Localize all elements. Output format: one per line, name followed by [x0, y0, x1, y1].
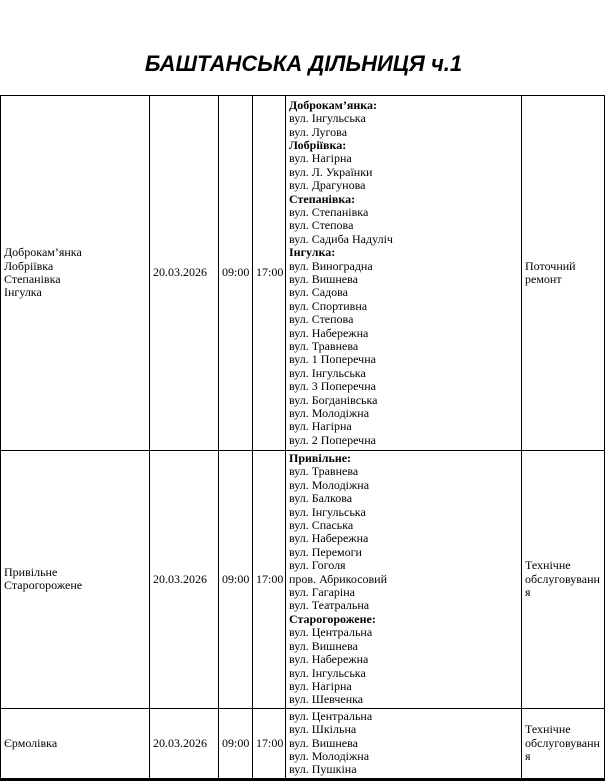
street-line: вул. Степова	[289, 218, 354, 233]
location-line: Єрмолівка	[4, 735, 58, 750]
street-line: вул. Спаська	[289, 518, 354, 533]
street-line: вул. Набережна	[289, 531, 369, 546]
street-line: вул. Інгульська	[289, 111, 366, 126]
street-line: вул. Шевченка	[289, 692, 364, 707]
street-line: вул. Інгульська	[289, 504, 366, 519]
street-line: вул. Шкільна	[289, 722, 357, 737]
street-line: вул. Набережна	[289, 325, 369, 340]
cell-end: 17:00	[253, 708, 286, 780]
cell-work-type: Поточний ремонт	[522, 96, 605, 451]
cell-streets	[286, 708, 522, 780]
street-line: вул. Лугова	[289, 124, 348, 139]
cell-date: 20.03.2026	[150, 708, 219, 780]
street-line: вул. 2 Поперечна	[289, 432, 376, 447]
street-line: вул. 3 Поперечна	[289, 379, 376, 394]
street-line: вул. Нагірна	[289, 151, 352, 166]
cell-locations	[1, 708, 150, 780]
street-line: вул. Нагірна	[289, 678, 352, 693]
street-line: вул. Молодіжна	[289, 406, 370, 421]
location-line: Інгулка	[4, 285, 42, 300]
street-line: пров. Абрикосовий	[289, 571, 388, 586]
street-line: вул. Л. Українки	[289, 164, 373, 179]
street-settlement-header: Доброкам’янка:	[289, 97, 377, 112]
street-settlement-header: Привільне:	[289, 451, 352, 465]
street-line: вул. Гагаріна	[289, 585, 356, 600]
page-title: БАШТАНСЬКА ДІЛЬНИЦЯ ч.1	[144, 51, 463, 76]
location-line: Лобріївка	[4, 258, 54, 273]
street-line: вул. Центральна	[289, 708, 373, 723]
cell-start: 09:00	[219, 451, 253, 709]
street-line: вул. Степанівка	[289, 204, 369, 219]
street-line: вул. Молодіжна	[289, 748, 370, 763]
street-line: вул. Вишнева	[289, 638, 358, 653]
street-line: вул. Травнева	[289, 339, 359, 354]
street-line: вул. Спортивна	[289, 298, 368, 313]
location-line: Степанівка	[4, 272, 61, 286]
street-line: вул. Вишнева	[289, 735, 358, 750]
table-row	[1, 451, 605, 709]
cell-end: 17:00	[253, 96, 286, 451]
street-line: вул. Травнева	[289, 464, 359, 479]
outage-schedule-table	[0, 95, 605, 781]
street-line: вул. Вишнева	[289, 272, 358, 286]
cell-streets	[286, 96, 522, 451]
table-row	[1, 96, 605, 451]
street-line: вул. Степова	[289, 312, 354, 327]
cell-start: 09:00	[219, 708, 253, 780]
street-settlement-header: Степанівка:	[289, 191, 356, 206]
street-line: вул. 1 Поперечна	[289, 352, 376, 367]
cell-locations	[1, 96, 150, 451]
street-line: вул. Набережна	[289, 652, 369, 667]
location-line: Доброкам’янка	[4, 245, 82, 260]
street-settlement-header: Старогорожене:	[289, 611, 376, 626]
location-line: Привільне	[4, 564, 58, 579]
street-line: вул. Центральна	[289, 625, 373, 640]
street-line: вул. Драгунова	[289, 178, 366, 193]
street-settlement-header: Інгулка:	[289, 245, 336, 260]
cell-start: 09:00	[219, 96, 253, 451]
table-row	[1, 708, 605, 780]
schedule-table-body	[1, 96, 605, 780]
street-line: вул. Театральна	[289, 598, 370, 613]
street-line: вул. Пушкіна	[289, 762, 357, 777]
location-line: Старогорожене	[4, 578, 83, 593]
cell-date: 20.03.2026	[150, 451, 219, 709]
street-line: вул. Виноградна	[289, 258, 373, 273]
cell-work-type: Технічне обслуговування	[522, 708, 605, 780]
street-settlement-header: Лобріївка:	[289, 137, 347, 152]
street-line: вул. Балкова	[289, 491, 353, 506]
street-line: вул. Садова	[289, 285, 348, 300]
cell-locations	[1, 451, 150, 709]
street-line: вул. Гоголя	[289, 558, 346, 573]
street-line: вул. Богданівська	[289, 392, 378, 407]
cell-work-type: Технічне обслуговування	[522, 451, 605, 709]
street-line: вул. Перемоги	[289, 544, 362, 559]
cell-end: 17:00	[253, 451, 286, 709]
cell-streets	[286, 451, 522, 709]
street-line: вул. Інгульська	[289, 365, 366, 380]
cell-date: 20.03.2026	[150, 96, 219, 451]
street-line: вул. Інгульська	[289, 665, 366, 680]
street-line: вул. Нагірна	[289, 419, 352, 434]
street-line: вул. Молодіжна	[289, 477, 370, 492]
street-line: вул. Садиба Надуліч	[289, 231, 393, 246]
